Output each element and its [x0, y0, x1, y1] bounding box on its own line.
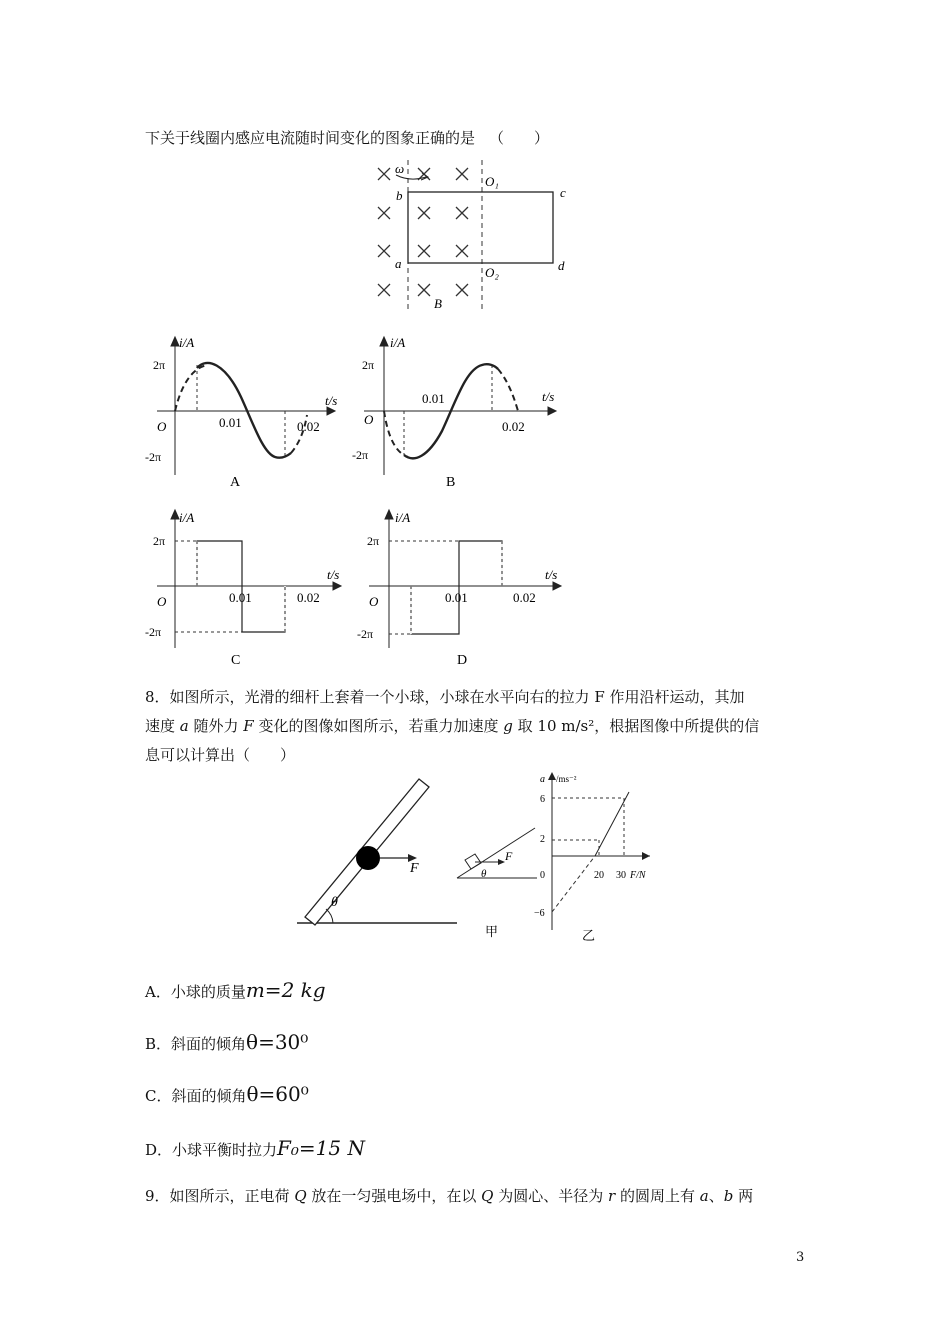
q8-line2 — [145, 716, 759, 736]
x-label: t/s — [542, 389, 555, 404]
graph-option-b — [352, 335, 560, 490]
angle-label: θ — [331, 895, 338, 910]
x-t1-label: 0.01 — [219, 415, 242, 430]
square-wave — [411, 541, 502, 634]
option-c-caption: C — [231, 653, 241, 668]
page-number: 3 — [796, 1250, 805, 1265]
x-t1-label: 0.01 — [422, 391, 445, 406]
option-label: C．斜面的倾角 — [145, 1087, 247, 1105]
graph-option-d — [357, 508, 565, 668]
incline-slope — [457, 828, 535, 878]
y-label: a — [540, 774, 545, 785]
q7-stem — [145, 128, 549, 148]
tick-30: 30 — [616, 870, 626, 881]
origin-label: O — [364, 412, 374, 427]
option-math: θ=30⁰ — [246, 1030, 309, 1054]
tick-6: 6 — [540, 794, 545, 805]
q9-text: 两 — [733, 1187, 754, 1205]
option-math: m=2 kg — [245, 978, 326, 1002]
coil-abcd — [408, 192, 553, 263]
x-arrow-icon — [548, 407, 556, 415]
force-label: F — [505, 849, 513, 863]
y-pos-label: 2π — [362, 358, 375, 372]
q9-line1 — [145, 1186, 753, 1206]
x-t2-label: 0.02 — [502, 419, 525, 434]
x-arrow-icon — [553, 582, 561, 590]
q7-stem-text: 下关于线圈内感应电流随时间变化的图象正确的是 — [145, 129, 476, 147]
q8-line3: 息可以计算出（ ） — [145, 746, 296, 764]
caption-yi: 乙 — [582, 928, 596, 943]
sine-dashed-start — [175, 365, 207, 411]
q9-text: 的圆周上有 — [615, 1187, 700, 1205]
y-label: i/A — [390, 335, 406, 350]
omega-label: ω — [395, 161, 405, 176]
x-t2-label: 0.02 — [297, 590, 320, 605]
origin-label: 0 — [540, 870, 545, 881]
option-a-caption: A — [230, 475, 241, 490]
sine-solid — [197, 363, 291, 458]
q8-option-d — [145, 1134, 365, 1164]
q8-text: 随外力 — [188, 717, 244, 735]
q8-option-b — [145, 1028, 308, 1058]
tick-20: 20 — [594, 870, 604, 881]
x-t1-label: 0.01 — [229, 590, 252, 605]
axis-top-label: O₁ — [485, 174, 499, 189]
x-arrow-icon — [327, 407, 335, 415]
extrapolated-line — [552, 856, 595, 912]
option-d-caption: D — [457, 653, 468, 668]
x-label: t/s — [545, 567, 558, 582]
force-label: F — [410, 861, 419, 876]
y-label: i/A — [179, 510, 195, 525]
var-a: a — [179, 717, 189, 735]
q8-option-a — [145, 976, 326, 1006]
option-label: B．斜面的倾角 — [145, 1035, 247, 1053]
x-label: F/N — [630, 870, 646, 881]
q8-line1: 8．如图所示，光滑的细杆上套着一个小球，小球在水平向右的拉力 F 作用沿杆运动，其加 — [145, 688, 745, 706]
q9-text: 为圆心、半径为 — [493, 1187, 609, 1205]
q8-text: 取 10 m/s²，根据图像中所提供的信 — [512, 717, 760, 735]
var-a: a — [699, 1187, 709, 1205]
q8-text: 变化的图像如图所示，若重力加速度 — [253, 717, 504, 735]
y-pos-label: 2π — [153, 358, 166, 372]
y-arrow-icon — [380, 337, 388, 346]
origin-label: O — [369, 594, 379, 609]
graph-option-a — [145, 335, 345, 490]
q7-answer-bracket: （ ） — [489, 129, 550, 147]
q9-text: 放在一匀强电场中，在以 — [306, 1187, 482, 1205]
field-crosses — [378, 168, 468, 296]
var-q: Q — [294, 1187, 307, 1205]
y-arrow-icon — [385, 510, 393, 519]
q8-option-c — [145, 1080, 309, 1110]
x-t1-label: 0.01 — [445, 590, 468, 605]
y-label: i/A — [395, 510, 411, 525]
field-label: B — [434, 296, 442, 311]
angle-label: θ — [481, 868, 487, 880]
tick-neg6: −6 — [534, 908, 545, 919]
x-arrow-icon — [642, 852, 650, 860]
corner-c: c — [560, 185, 566, 200]
origin-label: O — [157, 419, 167, 434]
var-f: F — [243, 717, 254, 735]
graph-option-c — [145, 508, 345, 668]
axis-bottom-label: O₂ — [485, 265, 499, 280]
option-b-caption: B — [446, 475, 456, 490]
var-g: g — [503, 717, 513, 735]
q9-text: 、 — [708, 1187, 724, 1205]
corner-d: d — [558, 258, 565, 273]
x-label: t/s — [325, 393, 338, 408]
x-label: t/s — [327, 567, 340, 582]
x-t2-label: 0.02 — [513, 590, 536, 605]
coil-field-figure — [370, 160, 570, 310]
option-label: D．小球平衡时拉力 — [145, 1141, 278, 1159]
a-f-graph-yi — [532, 770, 672, 945]
corner-a: a — [395, 256, 402, 271]
sine-dashed-end — [498, 369, 518, 411]
y-label: i/A — [179, 335, 195, 350]
y-arrow-icon — [171, 510, 179, 519]
ball — [356, 846, 380, 870]
force-arrow-head-icon — [498, 859, 505, 865]
y-neg-label: -2π — [352, 448, 369, 462]
y-arrow-icon — [548, 772, 556, 780]
y-neg-label: -2π — [145, 625, 162, 639]
q9-text: 9．如图所示，正电荷 — [145, 1187, 295, 1205]
var-b: b — [723, 1187, 734, 1205]
var-r: r — [608, 1187, 616, 1205]
y-neg-label: -2π — [357, 627, 374, 641]
var-q: Q — [481, 1187, 494, 1205]
x-arrow-icon — [333, 582, 341, 590]
rod-ball-figure — [295, 770, 465, 930]
y-unit: /ms⁻² — [556, 774, 577, 784]
option-label: A．小球的质量 — [145, 983, 246, 1001]
y-pos-label: 2π — [367, 534, 380, 548]
y-neg-label: -2π — [145, 450, 162, 464]
q8-text: 速度 — [145, 717, 180, 735]
y-arrow-icon — [171, 337, 179, 346]
option-math: F₀=15 N — [277, 1136, 365, 1160]
x-t2-label: 0.02 — [297, 419, 320, 434]
y-pos-label: 2π — [153, 534, 166, 548]
origin-label: O — [157, 594, 167, 609]
option-math: θ=60⁰ — [246, 1082, 309, 1106]
corner-b: b — [396, 188, 403, 203]
caption-jia: 甲 — [485, 924, 499, 939]
tick-2: 2 — [540, 834, 545, 845]
